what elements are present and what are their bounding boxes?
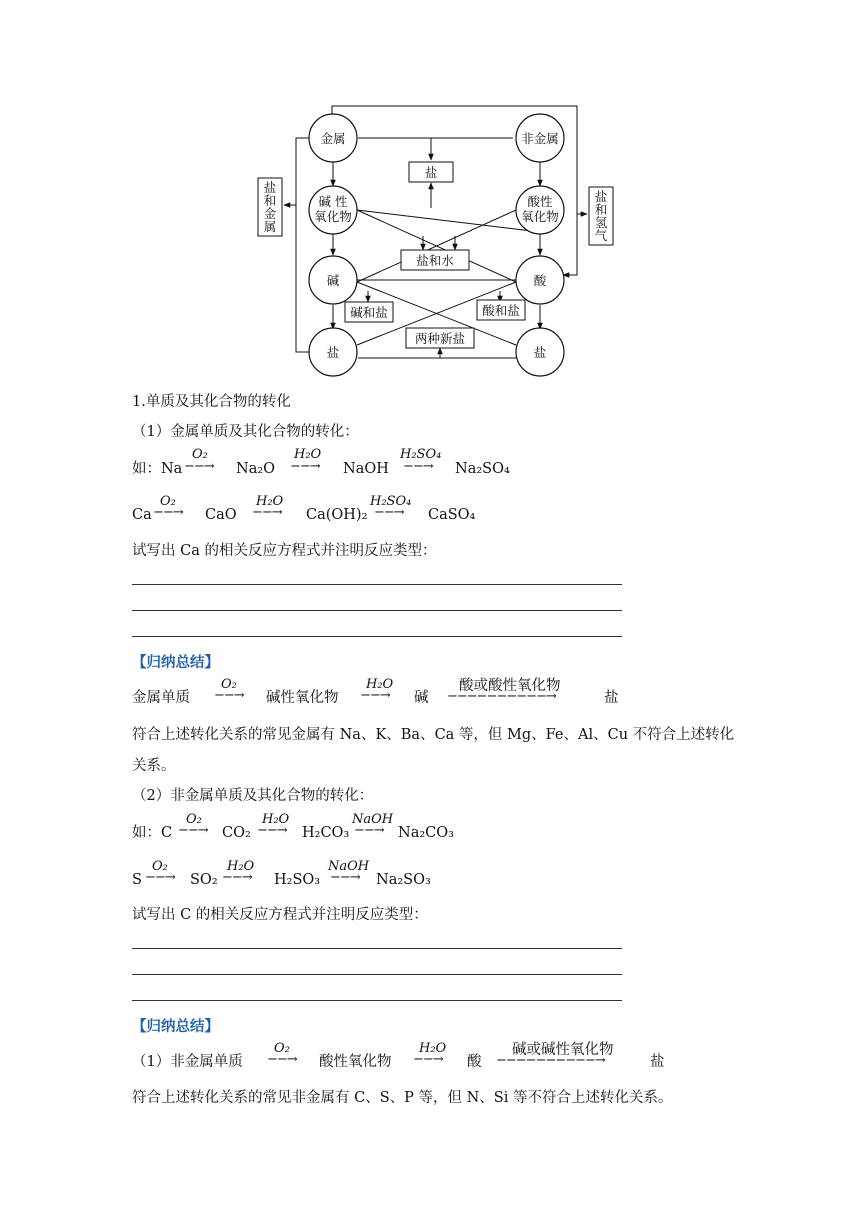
long-arrow: −−−−−−−−−−→: [447, 689, 556, 704]
na2co3: Na₂CO₃: [398, 825, 454, 841]
c-prefix: 如：C: [132, 825, 173, 841]
caoh2: Ca(OH)₂: [306, 507, 368, 523]
arrow: −−→: [153, 505, 183, 520]
label-acidic-oxide-2: 氧化物: [521, 209, 559, 224]
label-salt-metal-2: 金: [263, 206, 277, 221]
na2o: Na₂O: [236, 461, 276, 477]
cao: CaO: [205, 507, 237, 523]
label-salt-and-water: 盐和水: [416, 253, 454, 268]
summary-heading: 【归纳总结】: [132, 1018, 219, 1035]
reagent-o2: O₂: [186, 812, 202, 827]
label-salt-metal-1: 和: [263, 193, 277, 208]
reagent-o2: O₂: [221, 677, 237, 692]
label-base: 碱: [326, 273, 340, 288]
label-salt-h2-0: 盐: [594, 189, 608, 204]
na-prefix: 如：Na: [132, 461, 183, 477]
reagent-h2o: H₂O: [227, 859, 255, 874]
answer-line[interactable]: [132, 1000, 622, 1001]
label-salt-h2-3: 气: [594, 228, 608, 243]
reagent-h2so4: H₂SO₄: [370, 494, 412, 509]
arrow: −−→: [257, 823, 287, 838]
summary-heading: 【归纳总结】: [132, 654, 219, 671]
summary2-end: 盐: [650, 1054, 665, 1070]
summary2-mid1: 酸性氧化物: [319, 1054, 392, 1070]
reagent-naoh: NaOH: [328, 859, 370, 874]
section-title: 1.单质及其化合物的转化: [132, 394, 291, 410]
arrow: −−→: [222, 870, 252, 885]
label-metal: 金属: [320, 131, 346, 146]
answer-line[interactable]: [132, 948, 622, 949]
conversion-diagram: [250, 100, 620, 385]
so2: SO₂: [190, 872, 218, 888]
arrow: −−→: [403, 459, 433, 474]
reagent-h2o: H₂O: [256, 494, 284, 509]
label-salt-h2-1: 和: [594, 202, 608, 217]
arrow: −−→: [145, 870, 175, 885]
label-salt-top: 盐: [424, 165, 438, 180]
summary1-note-2: 关系。: [132, 758, 176, 774]
reagent-o2: O₂: [152, 859, 168, 874]
answer-line[interactable]: [132, 610, 622, 611]
reagent-o2: O₂: [192, 447, 208, 462]
summary1-start: 金属单质: [132, 690, 190, 706]
answer-line[interactable]: [132, 584, 622, 585]
reagent-h2o: H₂O: [419, 1041, 447, 1056]
na2so3: Na₂SO₃: [376, 872, 431, 888]
summary2-mid2: 酸: [467, 1054, 482, 1070]
summary1-note-1: 符合上述转化关系的常见金属有 Na、K、Ba、Ca 等，但 Mg、Fe、Al、Cu 不符合上述转化: [132, 727, 735, 743]
label-acid-and-salt: 酸和盐: [482, 303, 520, 318]
reagent-h2o: H₂O: [366, 677, 394, 692]
summary2-start: （1）非金属单质: [132, 1054, 243, 1070]
naoh: NaOH: [343, 461, 389, 477]
label-acid: 酸: [533, 273, 547, 288]
summary1-reagent-long: 酸或酸性氧化物: [459, 678, 561, 694]
ca-question: 试写出 Ca 的相关反应方程式并注明反应类型：: [132, 543, 437, 559]
arrow: −−→: [354, 823, 384, 838]
arrow: −−→: [374, 505, 404, 520]
arrow: −−→: [330, 870, 360, 885]
label-two-new-salts: 两种新盐: [414, 331, 466, 346]
sub-heading-nonmetal: （2）非金属单质及其化合物的转化：: [132, 788, 374, 804]
label-basic-oxide-1: 碱 性: [318, 194, 348, 209]
label-nonmetal: 非金属: [521, 131, 559, 146]
label-salt-left: 盐: [326, 345, 340, 360]
label-salt-metal-3: 属: [263, 219, 277, 234]
c-question: 试写出 C 的相关反应方程式并注明反应类型：: [132, 907, 428, 923]
label-acidic-oxide-1: 酸性: [527, 194, 553, 209]
reagent-h2o: H₂O: [262, 812, 290, 827]
reagent-o2: O₂: [274, 1041, 290, 1056]
reagent-o2: O₂: [160, 494, 176, 509]
summary1-mid1: 碱性氧化物: [266, 690, 339, 706]
label-salt-h2-2: 氢: [594, 215, 608, 230]
long-arrow: −−−−−−−−−−→: [496, 1053, 605, 1068]
sub-heading-metal: （1）金属单质及其化合物的转化：: [132, 424, 359, 440]
summary2-note: 符合上述转化关系的常见非金属有 C、S、P 等，但 N、Si 等不符合上述转化关系。: [132, 1090, 673, 1106]
arrow: −−→: [178, 823, 208, 838]
summary1-end: 盐: [604, 690, 619, 706]
summary2-reagent-long: 碱或碱性氧化物: [512, 1042, 614, 1058]
arrow: −−→: [413, 1052, 443, 1067]
arrow: −−→: [214, 688, 244, 703]
co2: CO₂: [222, 825, 251, 841]
arrow: −−→: [184, 459, 214, 474]
label-salt-right: 盐: [533, 345, 547, 360]
reagent-h2o: H₂O: [294, 447, 322, 462]
label-basic-oxide-2: 氧化物: [314, 209, 352, 224]
summary1-mid2: 碱: [414, 690, 429, 706]
na2so4: Na₂SO₄: [455, 461, 510, 477]
reagent-naoh: NaOH: [352, 812, 394, 827]
label-salt-metal-0: 盐: [263, 180, 277, 195]
answer-line[interactable]: [132, 974, 622, 975]
h2so3: H₂SO₃: [274, 872, 321, 888]
arrow: −−→: [252, 505, 282, 520]
label-base-and-salt: 碱和盐: [350, 305, 388, 320]
h2co3: H₂CO₃: [302, 825, 350, 841]
ca-prefix: Ca: [132, 507, 152, 523]
arrow: −−→: [267, 1052, 297, 1067]
arrow: −−→: [290, 459, 320, 474]
s-prefix: S: [132, 872, 142, 888]
caso4: CaSO₄: [428, 507, 476, 523]
arrow: −−→: [360, 688, 390, 703]
reagent-h2so4: H₂SO₄: [400, 447, 442, 462]
answer-line[interactable]: [132, 636, 622, 637]
